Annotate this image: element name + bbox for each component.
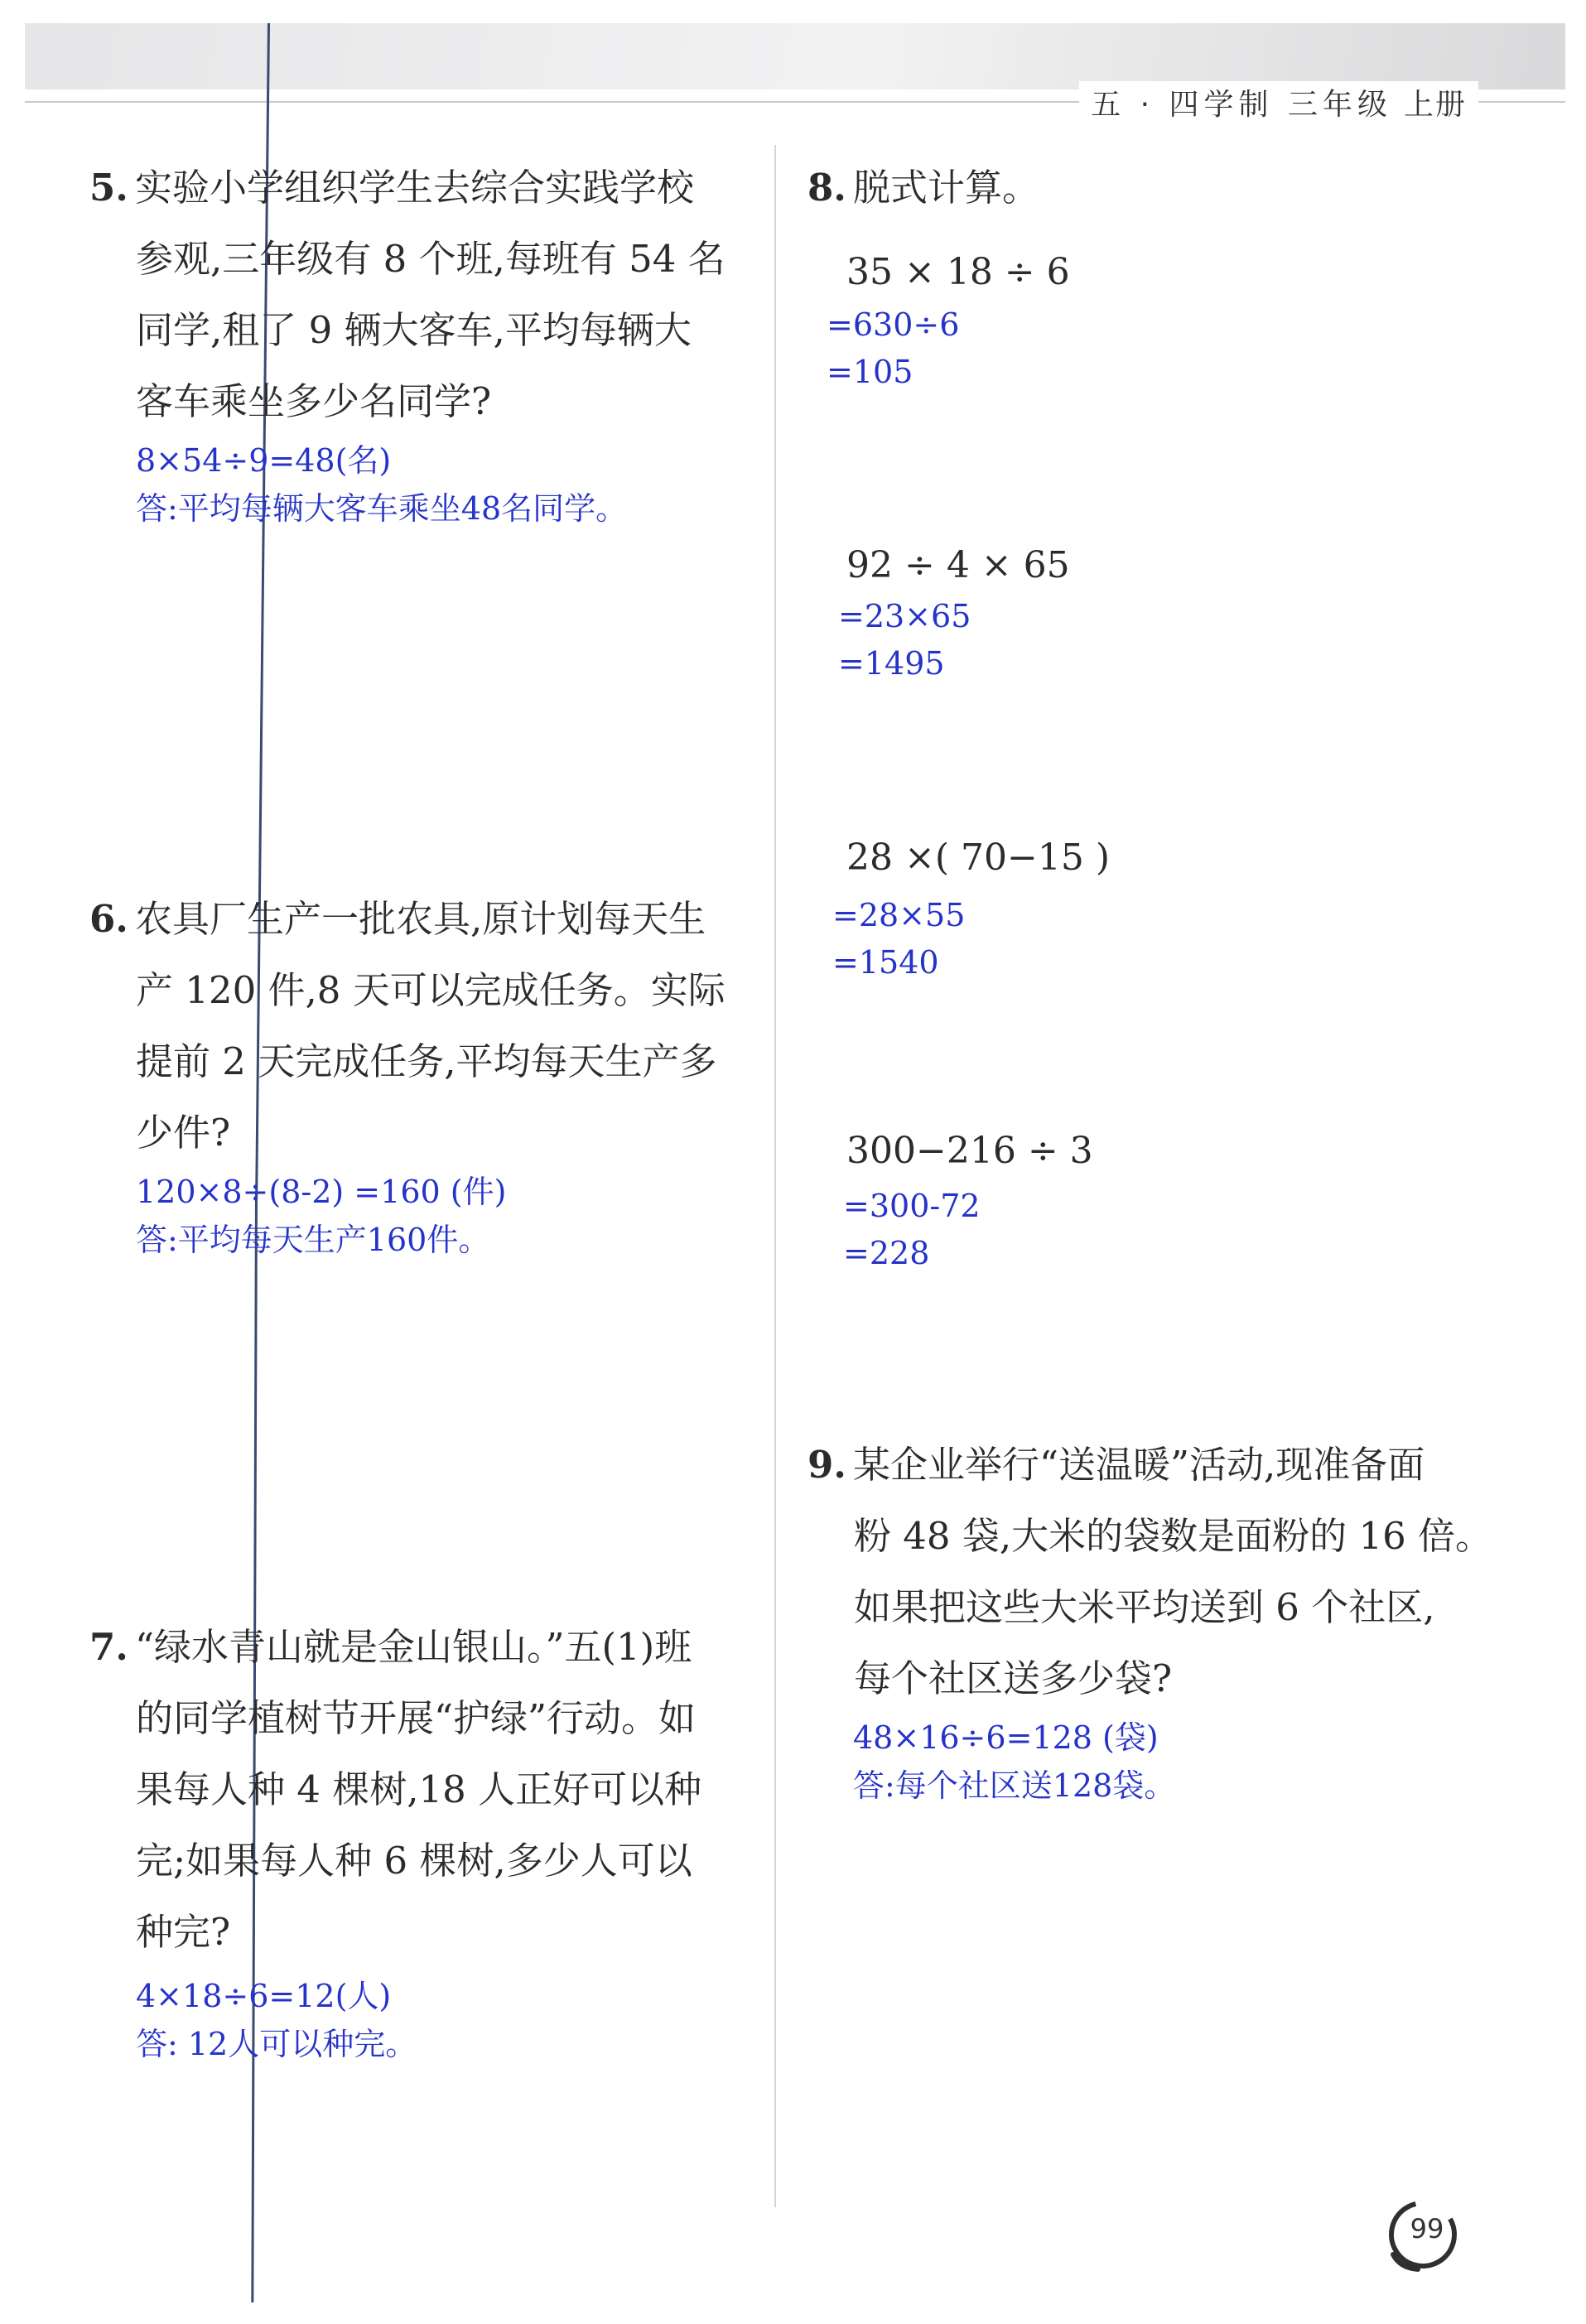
problem-number: 5.: [89, 166, 128, 210]
problem-text-line: 果每人种 4 棵树,18 人正好可以种: [136, 1767, 702, 1811]
calc-step: =1540: [832, 944, 939, 981]
calc-steps: [827, 301, 959, 396]
problem-text-line: 粉 48 袋,大米的袋数是面粉的 16 倍。: [854, 1514, 1493, 1558]
problem-6: [89, 884, 726, 1169]
problem-text-line: “绿水青山就是金山银山。”五(1)班: [134, 1625, 692, 1669]
calc-step: =228: [843, 1235, 930, 1271]
answer-sentence: 答:平均每天生产160件。: [136, 1222, 490, 1258]
problem-text-line: 农具厂生产一批农具,原计划每天生: [134, 897, 706, 941]
book-header: [1079, 81, 1478, 123]
calc-step: =105: [827, 354, 914, 390]
answer-sentence: 答: 12人可以种完。: [136, 2026, 417, 2062]
problem-number: 9.: [807, 1443, 846, 1487]
problem-text-line: 同学,租了 9 辆大客车,平均每辆大: [136, 308, 692, 352]
calc-steps: [838, 593, 971, 687]
calc-step: =23×65: [838, 598, 971, 634]
grade-label: 五 · 四学制 三年级: [1091, 88, 1392, 122]
problem-text-line: 某企业举行“送温暖”活动,现准备面: [852, 1443, 1425, 1487]
problem-text-line: 客车乘坐多少名同学?: [136, 379, 492, 423]
calc-expression: 92 ÷ 4 × 65: [846, 544, 1070, 586]
calc-step: =1495: [838, 645, 945, 682]
problem-7: [89, 1612, 701, 1968]
problem-9: [807, 1430, 1492, 1714]
calc-steps: [843, 1183, 981, 1277]
problem-text-line: 少件?: [136, 1111, 231, 1155]
answer-equation: 48×16÷6=128 (袋): [853, 1719, 1159, 1756]
problem-text-line: 参观,三年级有 8 个班,每班有 54 名: [136, 237, 726, 281]
calc-expression: 300−216 ÷ 3: [846, 1130, 1093, 1172]
header-band: [25, 23, 1565, 89]
problem-title: 脱式计算。: [852, 166, 1039, 210]
problem-number: 8.: [807, 166, 846, 210]
answer-6: [136, 1168, 506, 1264]
calc-expression: 28 ×( 70−15 ): [846, 837, 1110, 879]
page-number: 99: [1410, 2213, 1444, 2244]
answer-5: [136, 436, 627, 533]
answer-equation: 4×18÷6=12(人): [136, 1978, 392, 2014]
problem-text-line: 每个社区送多少袋?: [854, 1656, 1173, 1700]
answer-equation: 120×8÷(8-2) =160 (件): [136, 1174, 507, 1210]
answer-7: [136, 1972, 417, 2068]
calc-step: =630÷6: [827, 306, 960, 343]
column-divider: [774, 145, 776, 2207]
volume-label: 上册: [1403, 88, 1467, 122]
problem-text-line: 完;如果每人种 6 棵树,多少人可以: [136, 1839, 692, 1883]
answer-sentence: 答:平均每辆大客车乘坐48名同学。: [136, 490, 628, 527]
problem-text-line: 的同学植树节开展“护绿”行动。如: [136, 1696, 697, 1740]
calc-step: =300-72: [843, 1188, 981, 1224]
problem-text-line: 实验小学组织学生去综合实践学校: [134, 166, 694, 210]
problem-text-line: 如果把这些大米平均送到 6 个社区,: [854, 1585, 1435, 1629]
calc-expression: 35 × 18 ÷ 6: [846, 251, 1070, 293]
answer-equation: 8×54÷9=48(名): [136, 442, 392, 479]
problem-8-title: [807, 152, 1039, 224]
problem-text-line: 产 120 件,8 天可以完成任务。实际: [136, 968, 726, 1012]
calc-steps: [832, 892, 965, 986]
problem-5: [89, 152, 726, 437]
problem-number: 6.: [89, 897, 128, 941]
answer-sentence: 答:每个社区送128袋。: [853, 1767, 1176, 1804]
calc-step: =28×55: [832, 897, 966, 933]
problem-text-line: 提前 2 天完成任务,平均每天生产多: [136, 1039, 717, 1083]
problem-number: 7.: [89, 1625, 128, 1669]
answer-9: [853, 1714, 1175, 1810]
problem-text-line: 种完?: [136, 1910, 231, 1954]
